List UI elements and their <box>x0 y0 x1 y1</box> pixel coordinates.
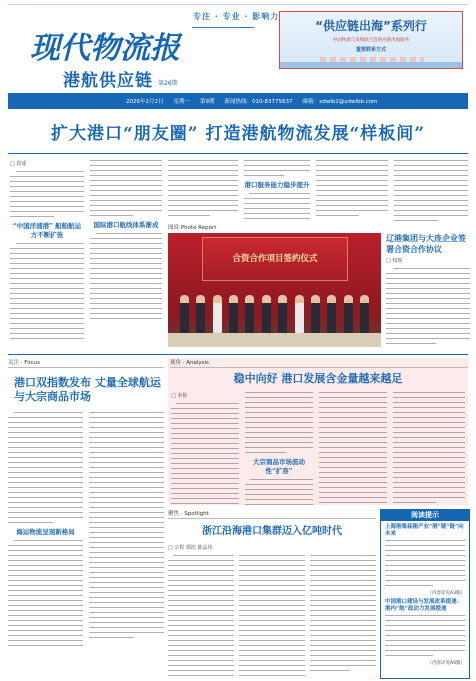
edition-banner <box>63 68 233 91</box>
spotlight-byline: □ 宗程 郑滨 陈晶伟 <box>168 545 213 551</box>
ceremony-participants <box>176 293 373 333</box>
analysis-text3 <box>245 479 313 505</box>
analysis-col2 <box>245 392 313 505</box>
promo-banner <box>279 11 463 69</box>
promo-title: “供应链出海”系列行 <box>315 19 427 33</box>
reading-item-2-title[interactable]: 中国港口建设与发展改革提速：港内“航”政动力发展提速 <box>385 599 463 612</box>
lead-body-part6 <box>244 160 310 176</box>
lead-body-part9 <box>394 160 468 221</box>
newspaper-logo <box>28 24 184 68</box>
promo-subtitle: 中国物流与采购联合会供应链出海服务 <box>332 38 410 43</box>
analysis-text2 <box>245 392 313 453</box>
edition-number: 第26期 <box>158 79 178 87</box>
analysis-columns <box>168 392 468 505</box>
focus-col2 <box>89 412 164 650</box>
analysis-text4 <box>319 392 387 503</box>
email-label: 邮箱： <box>302 99 320 105</box>
analysis-col3 <box>319 392 387 505</box>
spotlight-title: 浙江沿海港口集群迈入亿吨时代 <box>202 526 342 537</box>
promo-edition: 重要联系方式 <box>355 47 386 53</box>
email-info <box>303 97 378 105</box>
analysis-subhead: 大宗商品市场流动性“扩容” <box>253 458 305 475</box>
lead-subhead-3: 港口服务能力稳步提升 <box>244 181 310 189</box>
issue-date: 2026年2月2日 <box>126 99 164 105</box>
spotlight-section <box>168 509 376 679</box>
spotlight-label: 聚焦 · Spotlight <box>168 509 376 519</box>
lead-article-col5 <box>316 160 388 220</box>
focus-text1 <box>8 412 83 523</box>
lead-body-part2 <box>10 243 84 339</box>
issue-weekday: 星期一 <box>173 99 191 105</box>
spotlight-text1 <box>168 555 234 679</box>
reading-item-2-source: （内容详见A4版） <box>427 661 465 666</box>
spotlight-columns <box>168 555 376 679</box>
lead-body-part5 <box>168 160 238 216</box>
slogan-rule <box>192 27 254 28</box>
side-story-text <box>386 268 470 344</box>
analysis-col1 <box>171 392 239 505</box>
reading-item-1-title[interactable]: 上海港集装箱产业“港”链“链”向未来 <box>385 524 464 537</box>
phone-label: 新闻热线： <box>224 99 253 105</box>
reading-item-1-text <box>381 540 469 586</box>
signing-table <box>168 333 381 347</box>
top-rule <box>8 4 468 5</box>
phone-number: 010-83775637 <box>252 99 293 105</box>
backdrop-caption: 合资合作项目签约仪式 <box>232 254 318 264</box>
spotlight-col3 <box>310 555 376 679</box>
reading-tips-box <box>380 509 470 679</box>
analysis-title: 稳中向好 港口发展含金量越来越足 <box>233 372 403 385</box>
analysis-section <box>168 358 468 505</box>
lead-article-col3 <box>168 160 238 220</box>
phone-info <box>225 97 293 105</box>
spotlight-text3 <box>310 555 376 671</box>
ceremony-backdrop <box>202 237 348 281</box>
lead-article-col6 <box>394 160 468 230</box>
side-story-byline: □ 权锐 <box>386 258 403 264</box>
info-bar <box>8 93 468 109</box>
slogan: 专注 · 专业 · 影响力 <box>193 12 280 21</box>
focus-title: 港口双指数发布 丈量全球航运与大宗商品市场 <box>14 376 161 403</box>
signing-ceremony-photo <box>168 233 381 347</box>
spotlight-col1 <box>168 555 234 679</box>
lead-body-part8 <box>316 160 388 216</box>
spotlight-text2 <box>239 555 305 679</box>
email-address: xdwlb2@xdwlbb.com <box>319 99 378 105</box>
lead-subhead-1: “中国洋浦港” 船舶航运方不断扩张 <box>12 222 82 239</box>
analysis-text5 <box>393 392 465 503</box>
promo-band <box>280 62 462 68</box>
lead-article-col2 <box>90 160 162 350</box>
analysis-col4 <box>393 392 465 505</box>
focus-text2 <box>8 540 83 646</box>
analysis-label: 视角 · Analysis <box>170 358 468 368</box>
lead-article-col4 <box>244 160 310 220</box>
lead-body-part3 <box>90 160 162 216</box>
photo-report-label: 图说·Photo Report <box>168 225 217 231</box>
issue-number: 第9期 <box>200 99 215 105</box>
headline-rule <box>8 153 468 154</box>
lead-subhead-2: 国际港口航线体系渐成 <box>93 221 159 229</box>
focus-col1 <box>8 412 83 650</box>
lead-body-part1 <box>10 171 84 217</box>
section-divider <box>8 354 468 355</box>
lead-body-part7 <box>244 193 310 219</box>
focus-columns <box>8 412 164 650</box>
side-story-title: 辽港集团与大连企业签署合资合作协议 <box>386 233 466 254</box>
analysis-byline: □ 本报 <box>171 393 188 399</box>
reading-item-1-source: （内容详见A3版） <box>427 591 465 596</box>
lead-article-col1 <box>10 160 84 350</box>
focus-subhead: 海运物流呈现新格局 <box>16 528 75 536</box>
lead-byline: □ 段成 <box>10 161 27 167</box>
page-headline: 扩大港口“朋友圈” 打造港航物流发展“样板间” <box>50 124 426 144</box>
analysis-text1 <box>171 403 239 505</box>
lead-body-part4 <box>90 233 162 319</box>
focus-text3 <box>89 412 164 638</box>
reading-tips-header: 阅读提示 <box>381 510 469 521</box>
reading-item-2-text <box>381 615 469 656</box>
logo-text: 现代物流报 <box>30 31 180 66</box>
masthead <box>0 0 476 108</box>
focus-section <box>8 358 164 678</box>
focus-label: 关注 · Focus <box>8 358 164 368</box>
spotlight-col2 <box>239 555 305 679</box>
side-story-body <box>386 257 470 350</box>
edition-title: 港航供应链 <box>63 70 153 91</box>
